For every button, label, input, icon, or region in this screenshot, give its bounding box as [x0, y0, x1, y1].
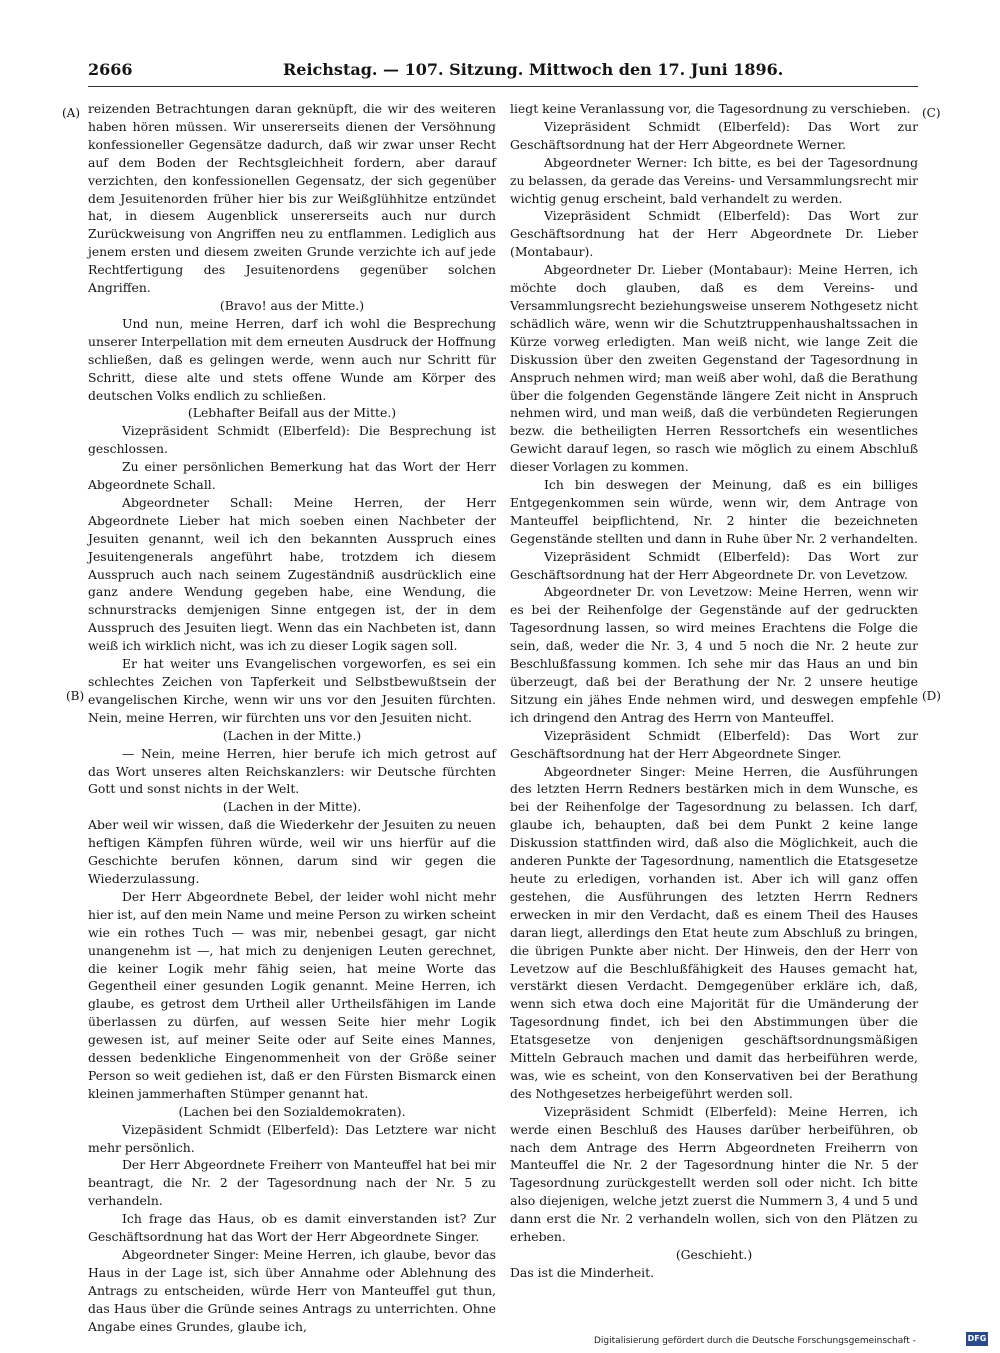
left-column: [88, 100, 496, 1336]
margin-marker-b: (B): [66, 689, 85, 703]
paragraph: Zu einer persönlichen Bemerkung hat das Wort der Herr Abgeordnete Schall.: [88, 459, 496, 493]
paragraph: Vizepräsident Schmidt (Elberfeld): Das Wort zur Geschäftsordnung hat der Herr Abgeordnete Singer.: [510, 727, 918, 761]
margin-marker-d: (D): [922, 689, 941, 703]
page-title: Reichstag. — 107. Sitzung. Mittwoch den 17. Juni 1896.: [283, 60, 784, 79]
interjection: (Bravo! aus der Mitte.): [219, 297, 365, 313]
paragraph: — Nein, meine Herren, hier berufe ich mich getrost auf das Wort unseres alten Reichskanzlers: wir Deutsche fürchten Gott und sonst nichts in der Welt.: [88, 745, 496, 797]
paragraph: Vizepräsident Schmidt (Elberfeld): Das Wort zur Geschäftsordnung hat der Herr Abgeordnete Dr. von Levetzow.: [510, 548, 918, 582]
interjection: (Lachen in der Mitte.): [222, 727, 362, 743]
paragraph: Vizepräsident Schmidt (Elberfeld): Das Wort zur Geschäftsordnung hat der Herr Abgeordnete Dr. Lieber (Montabaur).: [510, 208, 918, 260]
interjection: (Lebhafter Beifall aus der Mitte.): [187, 405, 397, 421]
paragraph: Der Herr Abgeordnete Bebel, der leider wohl nicht mehr hier ist, auf den mein Name und meine Person zu wirken scheint wie ein rothes Tuch — was mir, nebenbei gesagt, gar nicht unangenehm ist —, hat mich zu denjenigen Leuten gerechnet, die keiner Logik mehr fähig seien, hat meine Worte das Gegentheil einer gesunden Logik genannt. Meine Herren, ich glaube, es getrost dem Urtheil aller Urtheilsfähigen im Lande überlassen zu dürfen, auf wessen Seite hier mehr Logik gewesen ist, auf meiner Seite oder auf Seite eines Mannes, dessen bedenkliche Eingenommenheit von der Größe seiner Person so weit gediehen ist, daß er den Fürsten Bismarck einen kleinen jammerhaften Stümper genannt hat.: [88, 888, 496, 1101]
paragraph: Ich bin deswegen der Meinung, daß es ein billiges Entgegenkommen sein würde, wenn wir, dem Antrage von Manteuffel beipflichtend, Nr. 2 hinter die bezeichneten Gegenstände stellten und dann in Ruhe über Nr. 2 verhandelten.: [510, 477, 918, 546]
dfg-logo-icon: DFG: [966, 1332, 988, 1346]
paragraph: reizenden Betrachtungen daran geknüpft, die wir des weiteren haben hören müssen. Wir unsererseits dienen der Versöhnung konfessioneller Gegensätze dadurch, daß wir zwar unser Recht auf dem Boden der Rechtsgleichheit fordern, aber darauf verzichten, den konfessionellen Gegensatz, der sich gegenüber dem Jesuitenorden früher hier bis zur Weißglühhitze entzündet hat, in diesem Augenblick unsererseits auch nur durch Zurückweisung von Angriffen neu zu entflammen. Lediglich aus jenem ersten und diesem zweiten Grunde verzichte ich auf jede Rechtfertigung des Jesuitenordens gegenüber solchen Angriffen.: [88, 101, 496, 296]
paragraph: Abgeordneter Werner: Ich bitte, es bei der Tagesordnung zu belassen, da gerade das Vereins- und Versammlungsrecht mir wichtig genug erscheint, bald verhandelt zu werden.: [510, 154, 918, 206]
paragraph: Er hat weiter uns Evangelischen vorgeworfen, es sei ein schlechtes Zeichen von Tapferkeit und Selbstbewußtsein der evangelischen Kirche, wenn wir uns vor den Jesuiten fürchten. Nein, meine Herren, wir fürchten uns vor den Jesuiten nicht.: [88, 656, 496, 725]
page-header: [88, 60, 918, 84]
paragraph: Abgeordneter Schall: Meine Herren, der Herr Abgeordnete Lieber hat mich soeben einen Nachbeter der Jesuiten genannt, weil ich den bekannten Ausspruch eines Jesuitengenerals angeführt habe, trotzdem ich diesem Ausspruch auch nach seinem Zugeständniß ausdrücklich eine ganz andere Wendung gegeben habe, eine Wendung, die schnurstracks demjenigen Sinne entgegen ist, der in dem Ausspruch des Jesuiten liegt. Wenn das ein Nachbeten ist, dann weiß ich wirklich nicht, was ich zu dieser Logik sagen soll.: [88, 494, 496, 654]
paragraph: Abgeordneter Dr. Lieber (Montabaur): Meine Herren, ich möchte doch glauben, daß es dem Vereins- und Versammlungsrecht beziehungsweise unserem Nothgesetz nicht schädlich wäre, wenn wir die Schutztruppenhaushaltssachen in Kürze vorweg erledigten. Man weiß nicht, wie lange Zeit die Diskussion über den zweiten Gegenstand der Tagesordnung in Anspruch nehmen wird; man weiß aber wohl, daß die Berathung über die folgenden Gegenstände längere Zeit nicht in Anspruch nehmen wird, und man weiß, daß die verbündeten Regierungen bezw. die betheiligten Herren Ressortchefs ein wesentliches Gewicht darauf legen, so rasch wie möglich zu einem Abschluß dieser Vorlagen zu kommen.: [510, 262, 918, 475]
interjection: (Lachen in der Mitte).: [222, 799, 362, 815]
paragraph: Ich frage das Haus, ob es damit einverstanden ist? Zur Geschäftsordnung hat das Wort der Herr Abgeordnete Singer.: [88, 1211, 496, 1245]
paragraph: Abgeordneter Singer: Meine Herren, die Ausführungen des letzten Herrn Redners bestärken mich in dem Wunsche, es bei der Reihenfolge der Tagesordnung zu belassen. Ich darf, glaube ich, behaupten, daß bei dem Punkt 2 keine lange Diskussion stattfinden wird, daß also die Möglichkeit, auch die anderen Punkte der Tagesordnung, namentlich die Etatsgesetze heute zu erledigen, vorhanden ist. Aber ich will ganz offen gestehen, die Ausführungen des letzten Herrn Redners erwecken in mir den Verdacht, daß es einem Theil des Hauses daran liegt, allerdings den Etat heute zum Abschluß zu bringen, die übrigen Punkte aber nicht. Der Hinweis, den der Herr von Levetzow auf die Beschlußfähigkeit des Hauses gemacht hat, verstärkt diesen Verdacht. Demgegenüber erkläre ich, daß, wenn sich etwa doch eine Majorität für die Umänderung der Tagesordnung findet, ich bei den Abstimmungen über die Etatsgesetze von denjenigen geschäftsordnungsmäßigen Mitteln Gebrauch machen und damit das herbeiführen werde, was, wie es scheint, von den Konservativen bei der Berathung des Nothgesetzes herbeigeführt werden soll.: [510, 763, 918, 1101]
page-number: 2666: [88, 60, 133, 79]
margin-marker-a: (A): [62, 106, 81, 120]
paragraph: Vizepäsident Schmidt (Elberfeld): Das Letztere war nicht mehr persönlich.: [88, 1121, 496, 1155]
paragraph: Vizepräsident Schmidt (Elberfeld): Meine Herren, ich werde einen Beschluß des Hauses darüber herbeiführen, ob nach dem Antrage des Herrn Abgeordneten Freiherrn von Manteuffel die Nr. 2 der Tagesordnung hinter die Nr. 5 der Tagesordnung zurückgestellt werden soll oder nicht. Ich bitte also diejenigen, welche jetzt zuerst die Nummern 3, 4 und 5 und dann erst die Nr. 2 verhandeln wollen, sich von den Plätzen zu erheben.: [510, 1103, 918, 1245]
paragraph: Vizepräsident Schmidt (Elberfeld): Die Besprechung ist geschlossen.: [88, 423, 496, 457]
header-rule: [88, 86, 918, 87]
paragraph: Und nun, meine Herren, darf ich wohl die Besprechung unserer Interpellation mit dem erneuten Ausdruck der Hoffnung schließen, daß es gelingen werde, wenn auch nur Schritt für Schritt, diese alte und stets offene Wunde am Körper des deutschen Volks endlich zu schließen.: [88, 315, 496, 403]
interjection: (Geschieht.): [675, 1247, 753, 1262]
paragraph: Aber weil wir wissen, daß die Wiederkehr der Jesuiten zu neuen heftigen Kämpfen führen würde, weil wir uns hierfür auf die Geschichte berufen können, darum sind wir gegen die Wiederzulassung.: [88, 817, 496, 886]
interjection: (Lachen bei den Sozialdemokraten).: [178, 1103, 406, 1119]
paragraph: Abgeordneter Singer: Meine Herren, ich glaube, bevor das Haus in der Lage ist, sich über Annahme oder Ablehnung des Antrags zu entscheiden, würde Herr von Manteuffel gut thun, das Haus über die Gründe seines Antrags zu unterrichten. Ohne Angabe eines Grundes, glaube ich,: [88, 1247, 496, 1334]
paragraph: Der Herr Abgeordnete Freiherr von Manteuffel hat bei mir beantragt, die Nr. 2 der Tagesordnung nach der Nr. 5 zu verhandeln.: [88, 1157, 496, 1209]
funding-footer: Digitalisierung gefördert durch die Deutsche Forschungsgemeinschaft -: [594, 1336, 916, 1346]
margin-marker-c: (C): [922, 106, 941, 120]
paragraph: liegt keine Veranlassung vor, die Tagesordnung zu verschieben.: [510, 101, 911, 116]
right-column: [510, 100, 918, 1282]
paragraph: Das ist die Minderheit.: [510, 1264, 655, 1280]
paragraph: Vizepräsident Schmidt (Elberfeld): Das Wort zur Geschäftsordnung hat der Herr Abgeordnete Werner.: [510, 118, 918, 152]
paragraph: Abgeordneter Dr. von Levetzow: Meine Herren, wenn wir es bei der Reihenfolge der Gegenstände auf der gedruckten Tagesordnung lassen, so wird meines Erachtens die Folge die sein, daß, weder die Nr. 3, 4 und 5 noch die Nr. 2 heute zur Beschlußfassung kommen. Ich sehe mir das Haus an und bin überzeugt, daß bei der Berathung der Nr. 2 unsere heutige Sitzung ein jähes Ende nehmen wird, und deswegen empfehle ich dringend den Antrag des Herrn von Manteuffel.: [510, 584, 918, 725]
